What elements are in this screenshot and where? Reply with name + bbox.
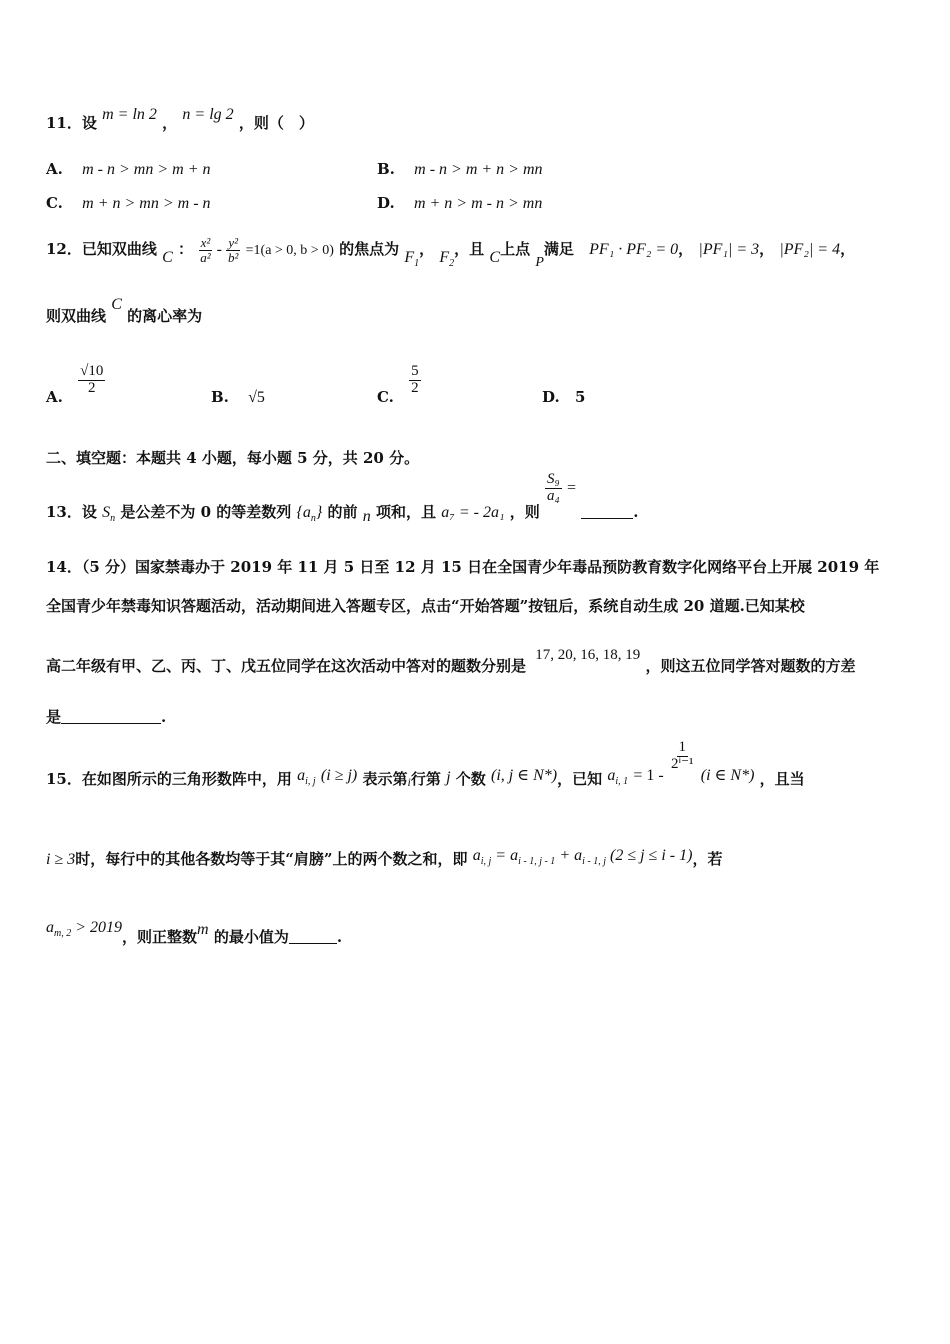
q11-option-d[interactable] bbox=[377, 194, 542, 213]
ai1-letter: a bbox=[607, 767, 616, 785]
q12-curve-c: C bbox=[111, 296, 122, 313]
option-label: A. bbox=[46, 160, 63, 178]
q12-x-fraction bbox=[198, 236, 212, 264]
recur-condition: (2 ≤ j ≤ i - 1) bbox=[610, 847, 693, 864]
section-heading: 二、填空题：本题共 4 小题，每小题 5 分，共 20 分。 bbox=[46, 449, 420, 467]
fraction-numerator: 1 bbox=[678, 739, 686, 755]
recur-equals: = a bbox=[495, 847, 519, 864]
ai1-subscript: i, 1 bbox=[615, 776, 629, 788]
q15-condition: i ≥ 3 bbox=[46, 851, 76, 868]
q14-answer-blank[interactable] bbox=[61, 709, 161, 724]
q12-f2 bbox=[439, 249, 455, 270]
aij-subscript: i, j bbox=[305, 776, 316, 788]
q15-fraction bbox=[669, 740, 696, 773]
q14-text: ，则这五位同学答对题数的方差 bbox=[645, 657, 856, 675]
q14-text: 是 bbox=[46, 708, 62, 726]
q13-fraction bbox=[545, 472, 562, 505]
q15-line1 bbox=[46, 739, 805, 790]
q12-text: ，且 bbox=[454, 240, 485, 259]
q12-minus: - bbox=[212, 241, 226, 259]
q14-line4 bbox=[46, 706, 166, 727]
q12-option-d[interactable] bbox=[542, 388, 585, 406]
option-label: A. bbox=[46, 388, 63, 407]
q12-comma: ， bbox=[678, 240, 694, 259]
f1-subscript: 1 bbox=[414, 258, 420, 270]
q15-i: i bbox=[407, 775, 411, 790]
option-text: √5 bbox=[248, 389, 265, 406]
q12-curve-c: C bbox=[162, 249, 173, 267]
q15-text: 行第 bbox=[410, 770, 441, 789]
option-label: B. bbox=[211, 388, 229, 406]
fraction-numerator: S₉ bbox=[546, 471, 560, 487]
f1-letter: F bbox=[404, 249, 415, 267]
q15-text: ，则正整数 bbox=[122, 928, 198, 946]
q13-text: 是公差不为 0 的等差数列 bbox=[120, 503, 292, 522]
q15-m: m bbox=[197, 921, 209, 938]
q13-text: ，则 bbox=[509, 503, 540, 522]
recur-subscript: i - 1, j - 1 bbox=[518, 856, 556, 867]
q11-m-definition: m = ln 2 bbox=[102, 106, 157, 123]
option-label: B. bbox=[377, 160, 395, 178]
option-text: m - n > m + n > mn bbox=[414, 161, 543, 178]
recur-subscript: i, j bbox=[480, 856, 492, 867]
aij-letter: a bbox=[297, 767, 306, 785]
q14-line1: 14．（5 分）国家禁毒办于 2019 年 11 月 5 日至 12 月 15 日在全国青少年毒品预防教育数字化网络平台上开展 2019 年 bbox=[46, 558, 880, 576]
q12-option-c[interactable] bbox=[377, 363, 421, 407]
q13-text: 项和，且 bbox=[376, 503, 437, 522]
option-text: 5 bbox=[574, 388, 586, 406]
q15-condition: (i, j ∈ N*) bbox=[491, 767, 558, 785]
q13-number: 13．设 bbox=[46, 503, 97, 522]
fraction-denominator: 2 bbox=[411, 379, 419, 396]
q14-period: . bbox=[161, 708, 167, 726]
q12-text: 上点 bbox=[500, 240, 531, 259]
q15-text: ，若 bbox=[692, 850, 723, 868]
q15-line2 bbox=[46, 848, 722, 871]
option-text: m + n > mn > m - n bbox=[82, 195, 211, 212]
q13-an bbox=[296, 504, 323, 525]
q12-option-c-fraction bbox=[409, 364, 421, 397]
q12-text: 满足 bbox=[543, 240, 574, 259]
q12-option-a-fraction bbox=[78, 364, 105, 397]
q14-line3 bbox=[46, 643, 856, 675]
sn-subscript: n bbox=[110, 513, 116, 525]
am2-inequality: > 2019 bbox=[75, 919, 123, 936]
fraction-numerator: 5 bbox=[411, 363, 419, 379]
q15-j: j bbox=[446, 769, 451, 787]
q12-comma: ， bbox=[419, 240, 435, 259]
q12-text: 的离心率为 bbox=[127, 307, 203, 325]
q13-period: . bbox=[633, 503, 639, 522]
q15-equals: = 1 - bbox=[633, 767, 664, 785]
q15-am2 bbox=[46, 919, 123, 939]
q13-condition: a₇ = - 2a₁ bbox=[441, 504, 505, 522]
am2-letter: a bbox=[46, 919, 54, 936]
fraction-numerator: y² bbox=[228, 235, 239, 250]
recur-subscript: i - 1, j bbox=[582, 856, 606, 867]
q12-comma: ， bbox=[840, 240, 856, 259]
q11-n-definition: n = lg 2 bbox=[182, 106, 234, 123]
q12-option-b[interactable] bbox=[211, 388, 265, 407]
q13-answer-blank[interactable] bbox=[581, 504, 633, 519]
q15-text: ，且当 bbox=[759, 770, 805, 789]
q12-equation-rest: =1(a > 0, b > 0) bbox=[245, 243, 334, 259]
an-letter: {a bbox=[296, 504, 311, 522]
fraction-denominator: a² bbox=[200, 249, 211, 265]
option-label: D. bbox=[377, 194, 395, 212]
q15-condition: (i ≥ j) bbox=[320, 767, 358, 785]
q13-n: n bbox=[362, 508, 371, 526]
sn-letter: S bbox=[102, 504, 111, 522]
option-label: D. bbox=[542, 388, 560, 406]
q13-text: 的前 bbox=[327, 503, 358, 522]
q15-text: 时，每行中的其他各数均等于其“肩膀”上的两个数之和，即 bbox=[75, 850, 468, 868]
fraction-numerator: x² bbox=[200, 235, 211, 250]
f2-subscript: 2 bbox=[449, 258, 455, 270]
q14-scores: 17, 20, 16, 18, 19 bbox=[535, 647, 641, 663]
q12-text: 则双曲线 bbox=[46, 307, 107, 325]
an-brace: } bbox=[315, 504, 323, 522]
q12-curve-c: C bbox=[489, 249, 501, 267]
q15-text: 表示第 bbox=[362, 770, 408, 789]
fraction-denominator: b² bbox=[228, 249, 239, 265]
q15-aij bbox=[297, 767, 316, 788]
fraction-denominator: 2ⁱ⁻¹ bbox=[670, 755, 694, 772]
q15-text: 个数 bbox=[455, 770, 486, 789]
q12-number: 12．已知双曲线 bbox=[46, 240, 157, 259]
q11-option-b[interactable] bbox=[377, 160, 543, 179]
q15-answer-blank[interactable] bbox=[289, 929, 337, 944]
q11-stem bbox=[46, 106, 314, 133]
q12-option-a[interactable] bbox=[46, 363, 105, 407]
q12-pf1: |PF₁| = 3 bbox=[698, 241, 760, 259]
q15-text: 的最小值为 bbox=[213, 928, 289, 946]
q15-line3 bbox=[46, 916, 343, 946]
q12-comma: ， bbox=[759, 240, 775, 259]
recur-plus: + a bbox=[555, 847, 583, 864]
q13-stem bbox=[46, 471, 639, 526]
q15-recurrence bbox=[472, 847, 693, 867]
q14-line2: 全国青少年禁毒知识答题活动，活动期间进入答题专区，点击“开始答题”按钮后，系统自动生成 20 道题.已知某校 bbox=[46, 597, 805, 615]
an-subscript: n bbox=[310, 513, 316, 525]
q14-text: 高二年级有甲、乙、丙、丁、戊五位同学在这次活动中答对的题数分别是 bbox=[46, 657, 527, 675]
q12-f1 bbox=[404, 249, 420, 270]
q15-number: 15．在如图所示的三角形数阵中，用 bbox=[46, 770, 292, 789]
q15-ai1 bbox=[607, 767, 629, 788]
q12-dot-product: PF₁ · PF₂ = 0 bbox=[589, 241, 679, 259]
q15-condition: (i ∈ N*) bbox=[700, 767, 755, 785]
am2-subscript: m, 2 bbox=[54, 928, 72, 939]
q12-pf2: |PF₂| = 4 bbox=[779, 241, 841, 259]
q11-option-c[interactable] bbox=[46, 194, 211, 213]
fraction-numerator: √10 bbox=[80, 363, 104, 379]
q12-stem bbox=[46, 235, 856, 271]
q11-option-a[interactable] bbox=[46, 160, 211, 179]
q11-number: 11．设 bbox=[46, 114, 97, 132]
q11-separator: ， bbox=[162, 114, 178, 132]
option-text: m - n > mn > m + n bbox=[82, 161, 211, 178]
recur-letter: a bbox=[472, 847, 481, 864]
q12-text: 的焦点为 bbox=[339, 240, 400, 259]
option-text: m + n > m - n > mn bbox=[413, 195, 543, 212]
q12-y-fraction bbox=[226, 236, 240, 264]
q13-sn bbox=[102, 504, 116, 525]
q12-colon: ： bbox=[178, 240, 194, 259]
fraction-denominator: 2 bbox=[87, 379, 96, 396]
q15-text: ，已知 bbox=[557, 770, 603, 789]
q13-equals: = bbox=[566, 479, 576, 497]
option-label: C. bbox=[46, 194, 63, 212]
q12-point-p: P bbox=[535, 255, 544, 271]
option-label: C. bbox=[377, 388, 394, 407]
fraction-denominator: a₄ bbox=[546, 487, 560, 504]
q12-stem-line2 bbox=[46, 296, 203, 326]
f2-letter: F bbox=[439, 249, 450, 267]
q15-period: . bbox=[336, 928, 343, 946]
q11-question: ，则（ ） bbox=[238, 114, 314, 132]
